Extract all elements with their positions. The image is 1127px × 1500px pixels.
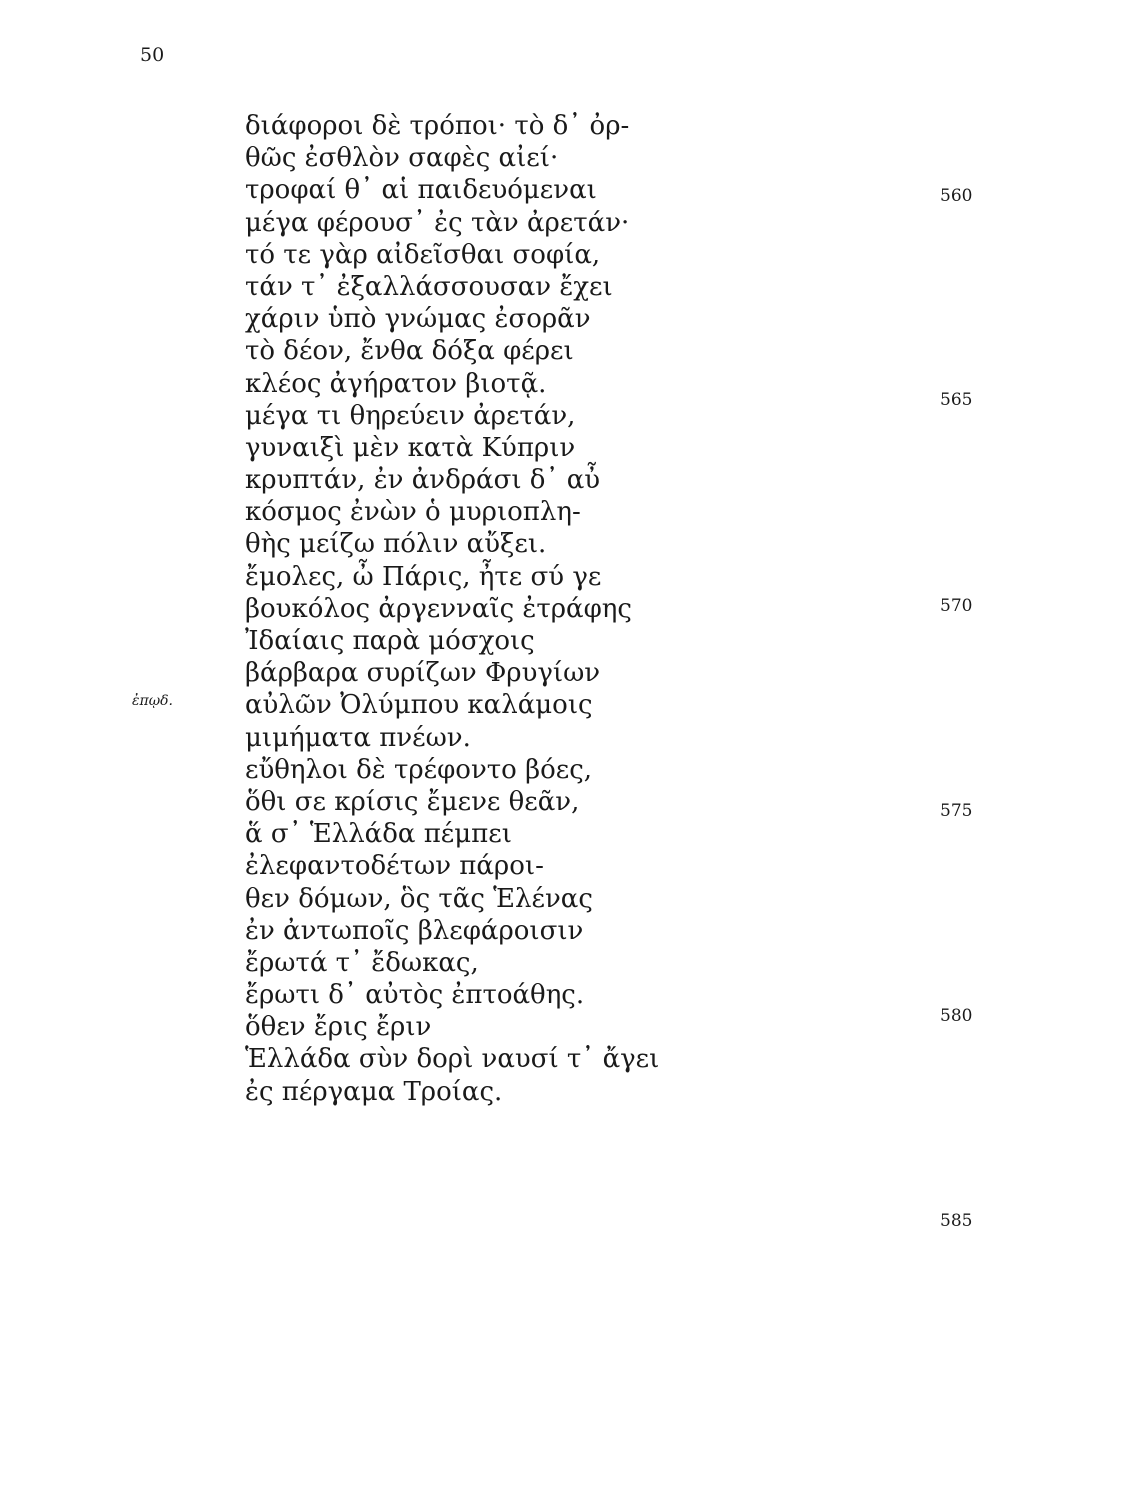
verse-line: ἅ σ᾽ Ἑλλάδα πέμπει [245, 819, 512, 850]
verse-line: μέγα τι θηρεύειν ἀρετάν, [245, 400, 576, 431]
verse-line: ἔμολες, ὦ Πάρις, ἦτε σύ γε [245, 561, 602, 592]
verse-line: ἐς πέργαμα Τροίας. [245, 1076, 503, 1107]
line-number: 575 [940, 801, 973, 821]
verse-line: γυναιξὶ μὲν κατὰ Κύπριν [245, 432, 576, 463]
verse-line: μιμήματα πνέων. [245, 722, 471, 753]
verse-line: ὅθεν ἔρις ἔριν [245, 1012, 432, 1043]
verse-line: τό τε γὰρ αἰδεῖσθαι σοφία, [245, 239, 601, 270]
verse-line: μέγα φέρουσ᾽ ἐς τὰν ἀρετάν· [245, 207, 630, 238]
verse-line: κλέος ἀγήρατον βιοτᾷ. [245, 368, 547, 399]
line-number: 565 [940, 390, 973, 410]
verse-line: ἐλεφαντοδέτων πάροι- [245, 851, 544, 882]
epode-marginal-label: ἐπῳδ. [132, 693, 174, 709]
verse-line: ἔρωτά τ᾽ ἔδωκας, [245, 947, 479, 978]
verse-line: εὔθηλοι δὲ τρέφοντο βόες, [245, 754, 593, 785]
verse-line: τὸ δέον, ἔνθα δόξα φέρει [245, 336, 574, 367]
verse-line: διάφοροι δὲ τρόποι· τὸ δ᾽ ὀρ- [245, 111, 630, 141]
verse-line: ἐν ἀντωποῖς βλεφάροισιν [245, 915, 584, 946]
verse-line: ἔρωτι δ᾽ αὐτὸς ἐπτοάθης. [245, 980, 585, 1011]
verse-line: θῶς ἐσθλὸν σαφὲς αἰεί· [245, 143, 559, 174]
verse-line: κόσμος ἐνὼν ὁ μυριοπλη- [245, 497, 581, 528]
verse-line: βάρβαρα συρίζων Φρυγίων [245, 658, 601, 689]
verse-line: χάριν ὑπὸ γνώμας ἐσορᾶν [245, 304, 591, 335]
verse-line: ὅθι σε κρίσις ἔμενε θεᾶν, [245, 786, 580, 817]
verse-line: αὐλῶν Ὀλύμπου καλάμοις [245, 690, 593, 721]
line-number: 580 [940, 1006, 973, 1026]
verse-line: βουκόλος ἀργενναῖς ἐτράφης [245, 593, 632, 624]
verse-block [245, 110, 659, 1108]
verse-line: κρυπτάν, ἐν ἀνδράσι δ᾽ αὖ [245, 465, 601, 496]
line-number: 560 [940, 186, 973, 206]
page-number: 50 [140, 44, 165, 66]
verse-line: θὴς μείζω πόλιν αὔξει. [245, 529, 547, 560]
verse-line: Ἑλλάδα σὺν δορὶ ναυσί τ᾽ ἄγει [245, 1044, 660, 1075]
verse-line: Ἰδαίαις παρὰ μόσχοις [245, 626, 535, 656]
verse-line: θεν δόμων, ὃς τᾶς Ἑλένας [245, 883, 593, 914]
verse-line: τροφαί θ᾽ αἱ παιδευόμεναι [245, 175, 597, 206]
line-number: 585 [940, 1211, 973, 1231]
verse-line: τάν τ᾽ ἐξαλλάσσουσαν ἔχει [245, 271, 613, 302]
line-number: 570 [940, 596, 973, 616]
